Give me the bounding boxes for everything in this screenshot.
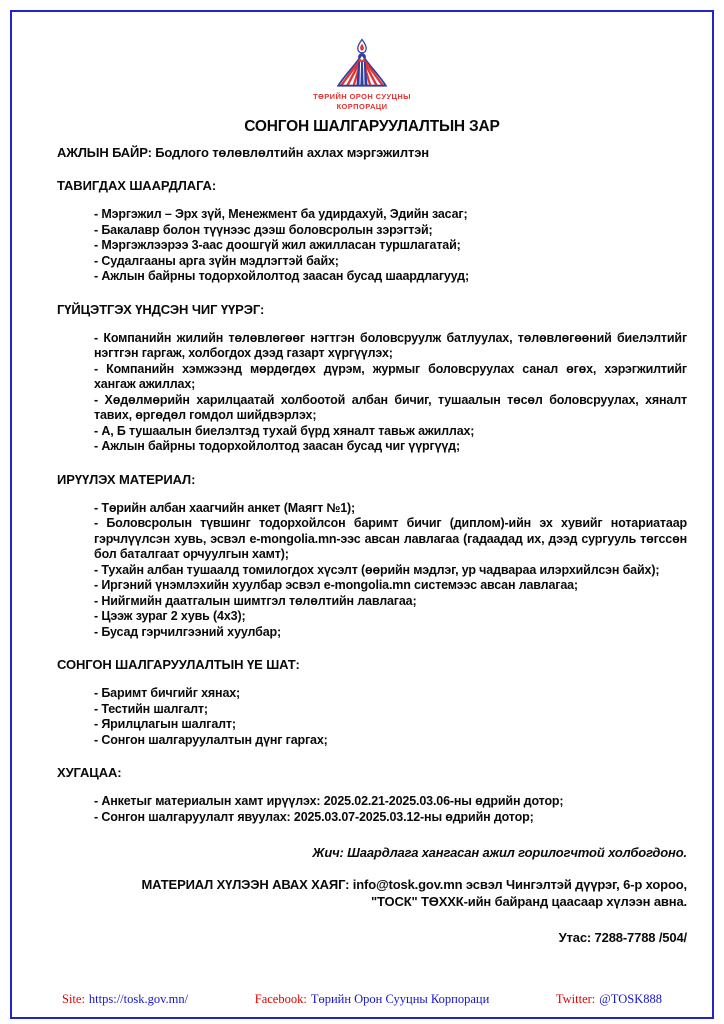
section-materials <box>57 472 687 641</box>
list-item: - Анкетыг материалын хамт ирүүлэх: 2025.02.21-2025.03.06-ны өдрийн дотор; <box>94 794 564 808</box>
list-item: - Компанийн хэмжээнд мөрдөгдөх дүрэм, журмыг боловсруулах санал өгөх, хэрэгжилтийг хангаж ажиллах; <box>94 361 687 391</box>
deadline-list <box>57 794 687 825</box>
materials-list <box>57 501 687 641</box>
list-item: - Баримт бичгийг хянах; <box>94 686 241 700</box>
phone-line: Утас: 7288-7788 /504/ <box>558 930 687 945</box>
company-logo <box>37 38 687 111</box>
list-item: - А, Б тушаалын биелэлтэд тухай бүрд хяналт тавьж ажиллах; <box>94 423 475 438</box>
logo-caption-line1: ТӨРИЙН ОРОН СУУЦНЫ <box>313 92 411 101</box>
section-stages <box>57 657 687 748</box>
list-item: - Мэргэжил – Эрх зүй, Менежмент ба удирдахуй, Эдийн засаг; <box>94 207 468 221</box>
site-label: Site: <box>62 991 85 1006</box>
stages-list <box>57 686 687 748</box>
list-item: - Тестийн шалгалт; <box>94 701 208 716</box>
facebook-label: Facebook: <box>254 991 307 1006</box>
footer-site <box>62 992 188 1008</box>
document-page <box>10 10 714 1019</box>
logo-caption-line2: КОРПОРАЦИ <box>336 101 388 111</box>
list-item: - Хөдөлмөрийн харилцаатай холбоотой албан бичиг, тушаалын төсөл боловсруулах, хяналт тавих, өргөдөл гомдол шийдвэрлэх; <box>94 392 687 422</box>
list-item: - Иргэний үнэмлэхийн хуулбар эсвэл e-mongolia.mn системээс авсан лавлагаа; <box>94 578 578 592</box>
list-item: - Төрийн албан хаагчийн анкет (Маягт №1); <box>94 500 356 515</box>
page-title: СОНГОН ШАЛГАРУУЛАЛТЫН ЗАР <box>244 118 500 135</box>
list-item: - Мэргэжлээрээ 3-аас доошгүй жил ажилласан туршлагатай; <box>94 238 461 252</box>
document-footer <box>62 992 662 1008</box>
list-item: - Ярилцлагын шалгалт; <box>94 717 236 731</box>
logo-emblem-icon <box>320 38 404 90</box>
list-item: - Сонгон шалгаруулалтын дүнг гаргах; <box>94 732 328 747</box>
section-duties <box>57 302 687 455</box>
list-item: - Компанийн жилийн төлөвлөгөөг нэгтгэн боловсруулж батлуулах, төлөвлөгөөний биелэлтийг нэгтгэн гаргаж, холбогдох дээд газарт хүргүүлэх; <box>94 330 687 360</box>
section-heading: ИРҮҮЛЭХ МАТЕРИАЛ: <box>57 471 196 487</box>
logo-caption <box>37 92 687 111</box>
facebook-link[interactable]: Төрийн Орон Сууцны Корпораци <box>310 991 490 1006</box>
list-item: - Бакалавр болон түүнээс дээш боловсролын зэрэгтэй; <box>94 222 433 237</box>
section-deadline <box>57 765 687 825</box>
twitter-link[interactable]: @TOSK888 <box>599 991 662 1006</box>
list-item: - Сонгон шалгаруулалт явуулах: 2025.03.07-2025.03.12-ны өдрийн дотор; <box>94 809 534 824</box>
document-header <box>57 38 687 161</box>
footer-facebook <box>255 992 490 1008</box>
position-line: АЖЛЫН БАЙР: Бодлого төлөвлөлтийн ахлах мэргэжилтэн <box>57 145 429 160</box>
list-item: - Ажлын байрны тодорхойлолтод заасан бусад шаардлагууд; <box>94 269 469 283</box>
document-body <box>57 178 687 946</box>
note-line: Жич: Шаардлага хангасан ажил горилогчтой холбогдоно. <box>312 845 687 860</box>
section-heading: СОНГОН ШАЛГАРУУЛАЛТЫН ҮЕ ШАТ: <box>57 657 300 672</box>
submission-address: МАТЕРИАЛ ХҮЛЭЭН АВАХ ХАЯГ: info@tosk.gov.mn эсвэл Чингэлтэй дүүрэг, 6-р хороо, "ТОСК" ТӨХХК-ийн байранд цаасаар хүлээн авна. <box>141 877 687 909</box>
list-item: - Ажлын байрны тодорхойлолтод заасан бусад чиг үүргүүд; <box>94 439 460 453</box>
section-requirements <box>57 178 687 285</box>
footer-twitter <box>556 992 662 1008</box>
section-heading: ХУГАЦАА: <box>57 765 122 780</box>
list-item: - Тухайн албан тушаалд томилогдох хүсэлт (өөрийн мэдлэг, ур чадвараа илэрхийлсэн байх); <box>94 562 660 577</box>
duties-list <box>57 331 687 455</box>
twitter-label: Twitter: <box>555 991 596 1006</box>
list-item: - Бусад гэрчилгээний хуулбар; <box>94 624 282 639</box>
requirements-list <box>57 207 687 285</box>
list-item: - Нийгмийн даатгалын шимтгэл төлөлтийн лавлагаа; <box>94 593 417 608</box>
site-link[interactable]: https://tosk.gov.mn/ <box>88 991 189 1006</box>
section-heading: ТАВИГДАХ ШААРДЛАГА: <box>57 178 217 193</box>
section-heading: ГҮЙЦЭТГЭХ ҮНДСЭН ЧИГ ҮҮРЭГ: <box>57 301 265 317</box>
list-item: - Судалгааны арга зүйн мэдлэгтэй байх; <box>94 253 339 268</box>
list-item: - Боловсролын түвшинг тодорхойлсон баримт бичиг (диплом)-ийн эх хувийг нотариатаар гэрчлүүлсэн хувь, эсвэл e-mongolia.mn-ээс авсан лавлагаа (гадаадад их, дээд сургууль төгссөн бол баталгаат орчуулгын хамт); <box>94 516 687 561</box>
list-item: - Цээж зураг 2 хувь (4x3); <box>94 609 246 623</box>
